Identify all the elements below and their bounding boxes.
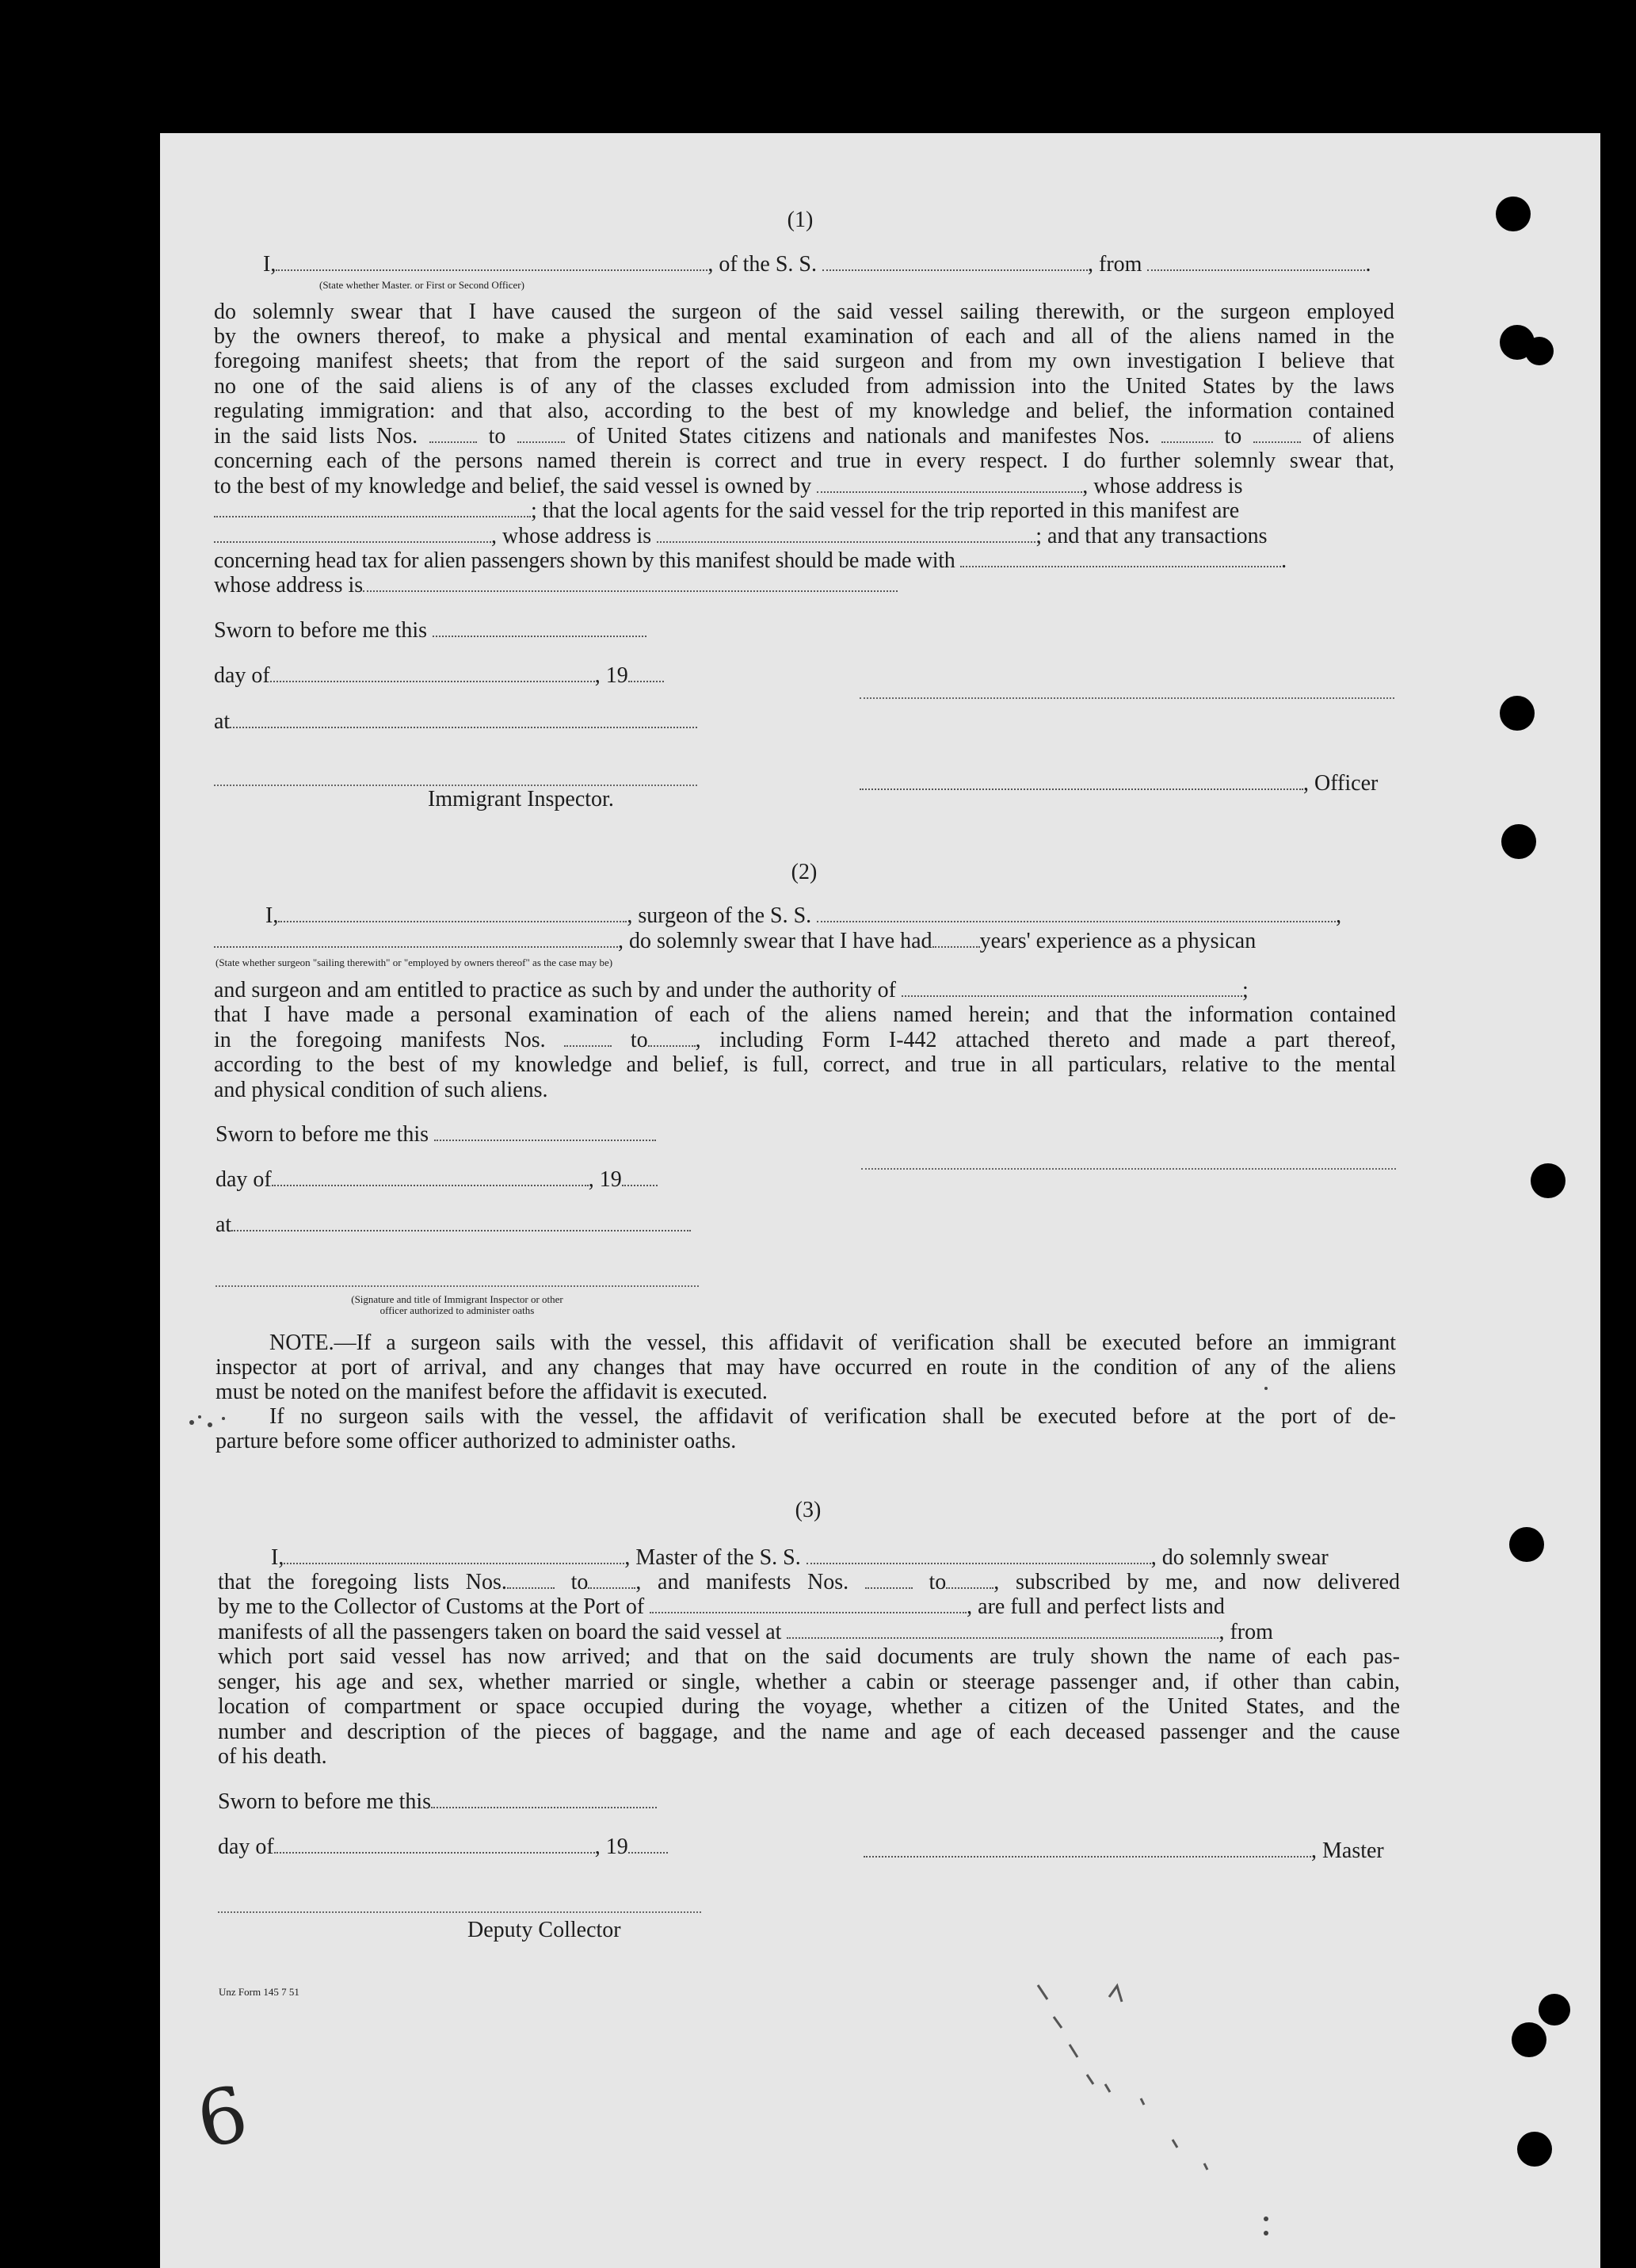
sec3-sworn: Sworn to before me this <box>218 1789 657 1814</box>
scan-noise-stroke <box>1141 2098 1207 2170</box>
sec3-body-5: of his death. <box>218 1744 327 1769</box>
sig-note-2: officer authorized to administer oaths <box>379 1304 535 1316</box>
immigrant-inspector-label: Immigrant Inspector. <box>428 787 614 811</box>
sec2-sworn: Sworn to before me this <box>215 1122 656 1147</box>
sec3-day-of: day of , 19 <box>218 1835 668 1859</box>
note-line-4: If no surgeon sails with the vessel, the affidavit of verification shall be executed before at the port of de- <box>269 1404 1396 1429</box>
form-number: Unz Form 145 7 51 <box>219 1986 299 1998</box>
sec1-body-5: regulating immigration: and that also, according to the best of my knowledge and belief, the information contained <box>214 399 1394 423</box>
sec2-line-5: in the foregoing manifests Nos. to , including Form I-442 attached thereto and made a part thereof, <box>214 1028 1397 1052</box>
sec1-at: at <box>214 709 697 734</box>
note-line-1: NOTE.—If a surgeon sails with the vessel, this affidavit of verification shall be executed before an immigrant <box>269 1331 1396 1355</box>
sec3-body-1: which port said vessel has now arrived; and that on the said documents are truly shown the name of each pas- <box>218 1644 1400 1669</box>
sec1-body-7: concerning each of the persons named therein is correct and true in every respect. I do further solemnly swear that, <box>214 449 1394 473</box>
scan-speck <box>222 1417 225 1420</box>
scan-speck <box>1264 2231 1268 2236</box>
note-line-2: inspector at port of arrival, and any changes that may have occurred en route in the condition of any of the aliens <box>215 1355 1396 1380</box>
sec2-line-3: and surgeon and am entitled to practice as such by and under the authority of ; <box>214 978 1249 1002</box>
scan-noise-stroke <box>1109 1986 1122 2002</box>
sec1-body-9: ; that the local agents for the said vessel for the trip reported in this manifest are <box>214 498 1239 523</box>
sec2-line-6: according to the best of my knowledge and belief, is full, correct, and true in all particulars, relative to the mental <box>214 1052 1396 1077</box>
section-3-heading: (3) <box>795 1498 822 1522</box>
sec3-master: , Master <box>864 1838 1384 1863</box>
sec3-body-2: senger, his age and sex, whether married or single, whether a cabin or steerage passenger and, if other than cabin, <box>218 1670 1400 1694</box>
sec2-line-1: I, , surgeon of the S. S. , <box>265 903 1342 928</box>
sec1-body-1: do solemnly swear that I have caused the surgeon of the said vessel sailing therewith, or the surgeon employed <box>214 300 1394 324</box>
sec1-sworn: Sworn to before me this <box>214 618 646 643</box>
sec2-line-2: , do solemnly swear that I have had years' experience as a physican <box>214 929 1256 953</box>
handwritten-mark: 6 <box>189 2068 256 2167</box>
scan-speck <box>1264 2216 1268 2221</box>
note-line-5: parture before some officer authorized to administer oaths. <box>215 1429 737 1453</box>
scan-noise-stroke <box>1038 1985 1110 2092</box>
sig-note-1: (Signature and title of Immigrant Inspector or other <box>351 1293 563 1305</box>
section-1-heading: (1) <box>787 208 814 232</box>
sec2-at: at <box>215 1212 691 1237</box>
sec1-body-4: no one of the said aliens is of any of the classes excluded from admission into the United States by the laws <box>214 374 1394 399</box>
sec1-body-12: whose address is <box>214 573 898 598</box>
deputy-collector-label: Deputy Collector <box>467 1918 621 1942</box>
surgeon-note: (State whether surgeon "sailing therewith" or "employed by owners thereof" as the case may be) <box>215 956 613 968</box>
scan-speck <box>198 1415 201 1418</box>
section-2-heading: (2) <box>791 860 818 884</box>
sec3-line-3: by me to the Collector of Customs at the Port of , are full and perfect lists and <box>218 1594 1225 1619</box>
sec3-body-4: number and description of the pieces of baggage, and the name and age of each deceased passenger and the cause <box>218 1720 1400 1744</box>
sec1-body-10: , whose address is ; and that any transactions <box>214 524 1268 548</box>
sec2-line-4: that I have made a personal examination of each of the aliens named herein; and that the information contained <box>214 1002 1396 1027</box>
sec3-line-4: manifests of all the passengers taken on board the said vessel at , from <box>218 1620 1273 1644</box>
master-note: (State whether Master. or First or Second Officer) <box>319 279 524 291</box>
scan-speck <box>208 1422 212 1427</box>
sec1-body-11: concerning head tax for alien passengers shown by this manifest should be made with . <box>214 548 1287 573</box>
sec3-line-1: I, , Master of the S. S. , do solemnly swear <box>271 1545 1329 1570</box>
sec2-day-of: day of , 19 <box>215 1167 658 1192</box>
scan-speck <box>189 1420 194 1425</box>
sec2-line-7: and physical condition of such aliens. <box>214 1078 548 1102</box>
note-line-3: must be noted on the manifest before the affidavit is executed. <box>215 1380 768 1404</box>
sec1-body-3: foregoing manifest sheets; that from the report of the said surgeon and from my own investigation I believe that <box>214 349 1394 373</box>
sec1-day-of: day of , 19 <box>214 663 664 688</box>
scan-speck <box>1264 1387 1268 1390</box>
sec1-officer: , Officer <box>860 771 1378 796</box>
sec1-body-6: in the said lists Nos. to of United States citizens and nationals and manifestes Nos. to of aliens <box>214 424 1395 449</box>
sec1-line-1: I, , of the S. S. , from . <box>263 252 1371 277</box>
sec1-body-8: to the best of my knowledge and belief, the said vessel is owned by , whose address is <box>214 474 1243 498</box>
sec3-line-2: that the foregoing lists Nos. to , and manifests Nos. to , subscribed by me, and now delivered <box>218 1570 1400 1594</box>
sec1-body-2: by the owners thereof, to make a physical and mental examination of each and all of the aliens named in the <box>214 324 1394 349</box>
sec3-body-3: location of compartment or space occupied during the voyage, whether a citizen of the United States, and the <box>218 1694 1400 1719</box>
